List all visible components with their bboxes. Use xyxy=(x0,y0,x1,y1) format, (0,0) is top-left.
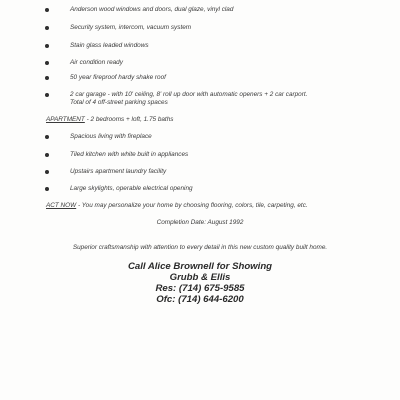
company-name: Grubb & Ellis xyxy=(169,272,231,283)
feature-text: 2 car garage - with 10' ceiling, 8' roll up door with automatic openers + 2 car carport. xyxy=(70,91,308,98)
completion-date: Completion Date: August 1992 xyxy=(156,219,244,226)
feature-text: Total of 4 off-street parking spaces xyxy=(70,98,168,106)
bullet-icon xyxy=(45,8,49,12)
feature-text: Anderson wood windows and doors, dual glaze, vinyl clad xyxy=(70,6,234,13)
bullet-icon xyxy=(45,61,49,65)
bullet-icon xyxy=(45,187,49,191)
feature-text: Security system, intercom, vacuum system xyxy=(70,24,192,31)
craftsmanship-statement: Superior craftsmanship with attention to every detail in this new custom quality built home. xyxy=(72,244,328,251)
bullet-icon xyxy=(45,135,49,139)
office-phone: Ofc: (714) 644-6200 xyxy=(156,294,244,305)
apartment-heading xyxy=(46,116,173,123)
bullet-icon xyxy=(45,76,49,80)
contact-block xyxy=(100,261,300,311)
feature-text: Large skylights, operable electrical opening xyxy=(70,185,193,192)
apartment-label: APARTMENT xyxy=(46,116,85,123)
feature-text: 50 year fireproof hardy shake roof xyxy=(70,74,166,81)
feature-text: Air condition ready xyxy=(70,59,123,66)
call-line: Call Alice Brownell for Showing xyxy=(127,261,273,272)
apartment-summary: - 2 bedrooms + loft, 1.75 baths xyxy=(84,116,174,123)
feature-text: Upstairs apartment laundry facility xyxy=(70,168,167,175)
act-now-text: - You may personalize your home by choosing flooring, colors, tile, carpeting, etc. xyxy=(76,202,308,209)
feature-text: Tiled kitchen with white built in appliances xyxy=(70,151,189,158)
bullet-icon xyxy=(45,170,49,174)
residence-phone: Res: (714) 675-9585 xyxy=(155,283,245,294)
bullet-icon xyxy=(45,93,49,97)
bullet-icon xyxy=(45,26,49,30)
act-now-label: ACT NOW xyxy=(46,202,77,209)
feature-text: Stain glass leaded windows xyxy=(70,42,149,49)
bullet-icon xyxy=(45,44,49,48)
act-now-line xyxy=(46,202,308,209)
bullet-icon xyxy=(45,153,49,157)
feature-text: Spacious living with fireplace xyxy=(70,133,152,140)
